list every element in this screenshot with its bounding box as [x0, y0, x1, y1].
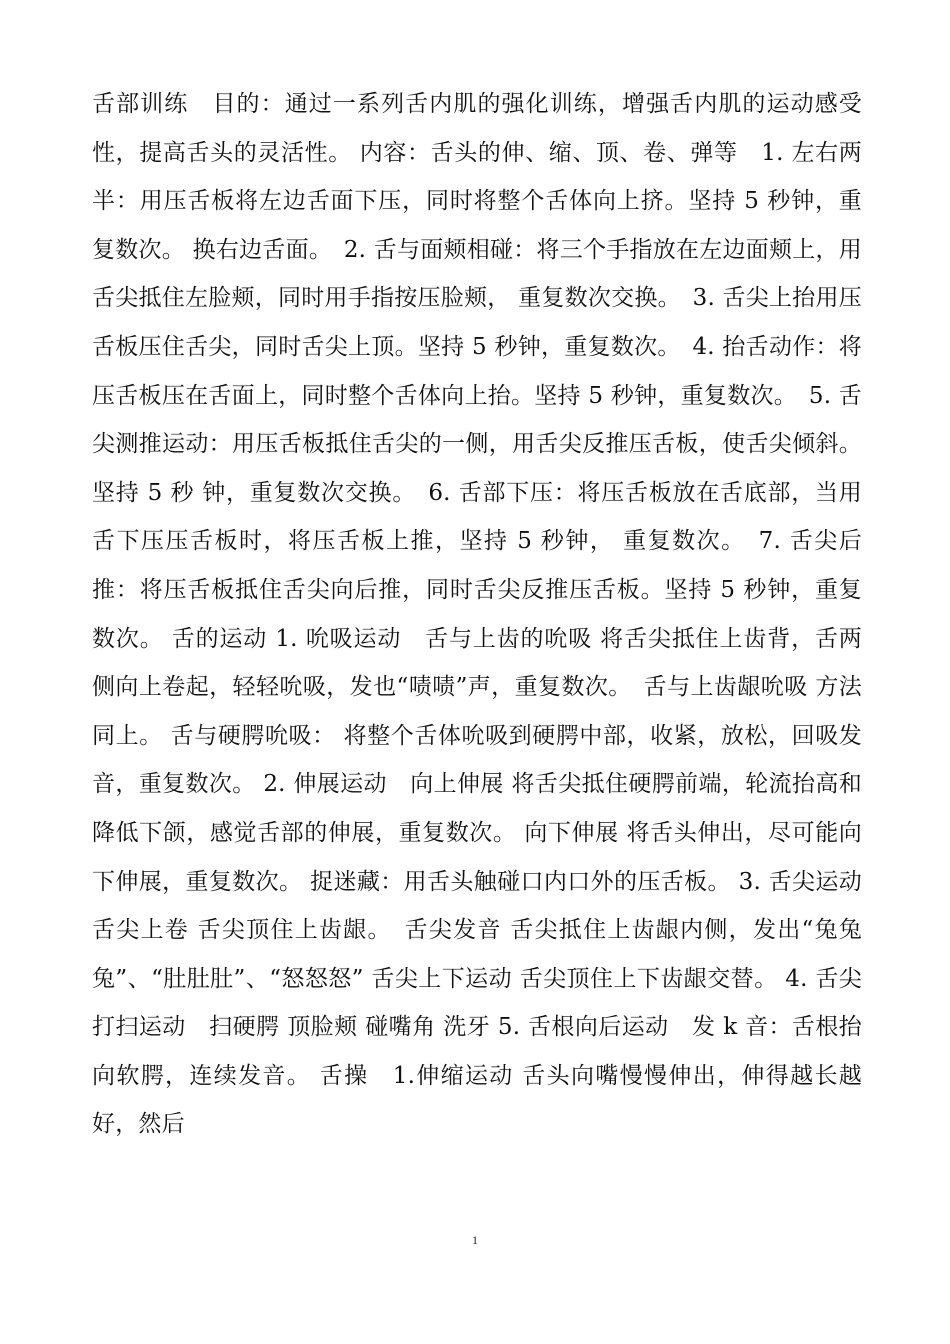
body-paragraph: 舌部训练 目的：通过一系列舌内肌的强化训练，增强舌内肌的运动感受性，提高舌头的灵活性。 内容：舌头的伸、缩、顶、卷、弹等 1. 左右两半：用压舌板将左边舌面下压，同时将整个舌体向上挤。坚持 5 秒钟，重复数次。 换右边舌面。 2. 舌与面颊相碰：将三个手指放在左边面颊上，用舌尖抵住左脸颊，同时用手指按压脸颊， 重复数次交换。 3. 舌尖上抬用压舌板压住舌尖，同时舌尖上顶。坚持 5 秒钟，重复数次。 4. 抬舌动作：将压舌板压在舌面上，同时整个舌体向上抬。坚持 5 秒钟，重复数次。 5. 舌尖测推运动：用压舌板抵住舌尖的一侧，用舌尖反推压舌板，使舌尖倾斜。坚持 5 秒 钟，重复数次交换。 6. 舌部下压：将压舌板放在舌底部，当用舌下压压舌板时，将压舌板上推，坚持 5 秒钟， 重复数次。 7. 舌尖后推：将压舌板抵住舌尖向后推，同时舌尖反推压舌板。坚持 5 秒钟，重复数次。 舌的运动 1. 吮吸运动 舌与上齿的吮吸 将舌尖抵住上齿背，舌两侧向上卷起，轻轻吮吸，发也“啧啧”声，重复数次。 舌与上齿龈吮吸 方法同上。 舌与硬腭吮吸： 将整个舌体吮吸到硬腭中部，收紧，放松，回吸发音，重复数次。 2. 伸展运动 向上伸展 将舌尖抵住硬腭前端，轮流抬高和降低下颌，感觉舌部的伸展，重复数次。 向下伸展 将舌头伸出，尽可能向下伸展，重复数次。 捉迷藏：用舌头触碰口内口外的压舌板。 3. 舌尖运动 舌尖上卷 舌尖顶住上齿龈。 舌尖发音 舌尖抵住上齿龈内侧，发出“兔兔兔”、“肚肚肚”、“怒怒怒” 舌尖上下运动 舌尖顶住上下齿龈交替。 4. 舌尖打扫运动 扫硬腭 顶脸颊 碰嘴角 洗牙 5. 舌根向后运动 发 k 音：舌根抬向软腭，连续发音。 舌操 1.伸缩运动 舌头向嘴慢慢伸出，伸得越长越好，然后 [92, 91, 886, 1138]
page-number: 1 [472, 1233, 478, 1247]
